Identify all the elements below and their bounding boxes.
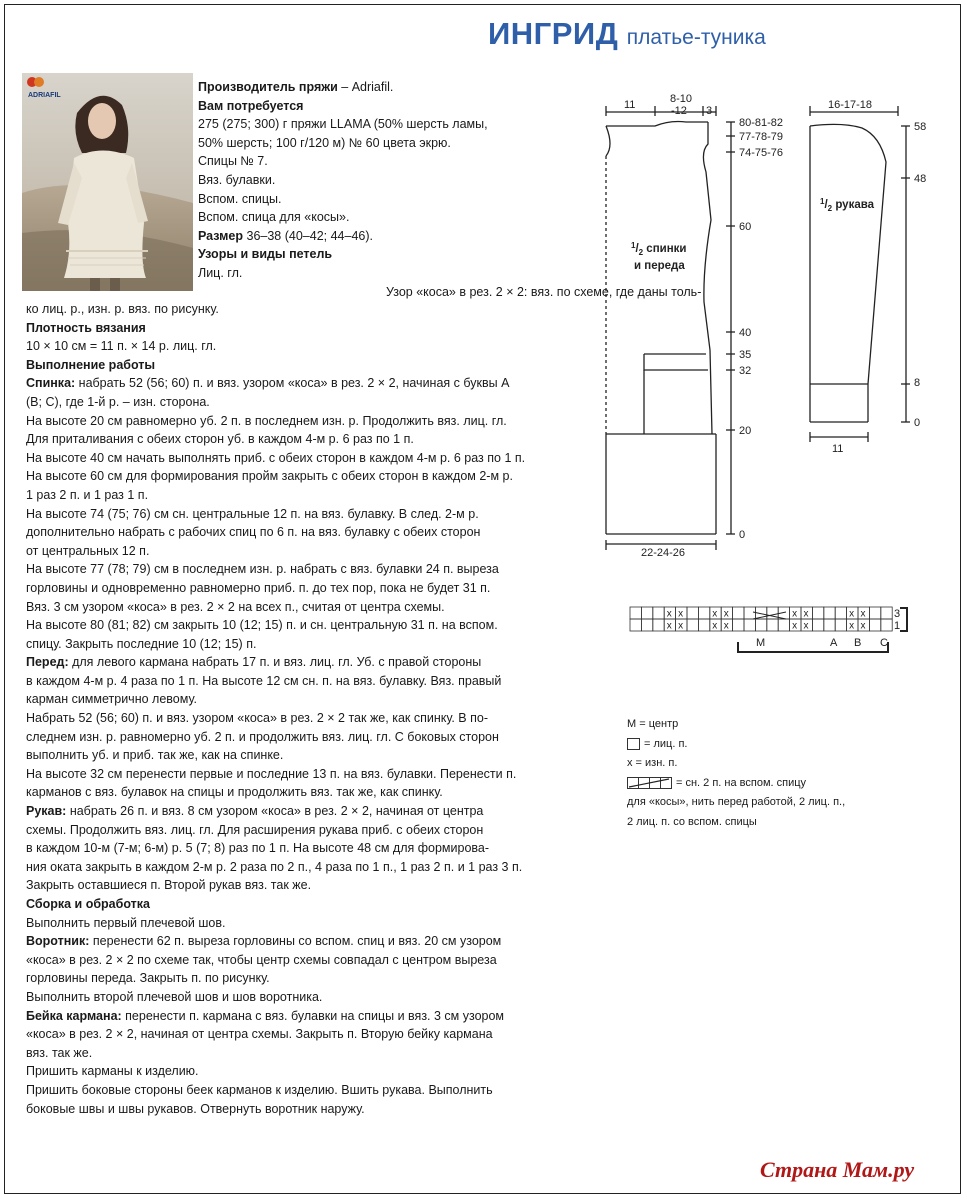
chart-cell <box>869 607 880 619</box>
header-text: Вспом. спица для «косы». <box>198 210 350 225</box>
body-width-3: 3 <box>706 105 713 117</box>
body-text: дополнительно набрать с рабочих спиц по 6 п. на вяз. булавку с обеих сторон <box>26 525 481 540</box>
body-line <box>26 932 556 951</box>
body-text: На высоте 32 см перенести первые и последние 13 п. на вяз. булавки. Перенести п. <box>26 766 517 781</box>
chart-cell <box>733 619 744 631</box>
header-heading: Производитель пряжи <box>198 80 338 94</box>
body-text: карманов с вяз. булавок на спицы и продолжить вяз. так же, как спинку. <box>26 785 443 800</box>
body-line <box>26 1081 556 1100</box>
sleeve-height-48: 48 <box>914 173 927 185</box>
body-line <box>26 951 556 970</box>
body-schematic <box>598 92 808 562</box>
purl-mark: x <box>678 620 684 632</box>
body-line <box>26 914 556 933</box>
chart-cell <box>812 607 823 619</box>
purl-mark: x <box>803 608 809 620</box>
body-line <box>26 988 556 1007</box>
chart-cell <box>835 619 846 631</box>
chart-cell <box>755 619 766 631</box>
body-heading: Перед: <box>26 655 69 670</box>
marker-c: C <box>880 637 888 649</box>
body-line <box>26 728 556 747</box>
header-text: Вспом. спицы. <box>198 191 282 206</box>
marker-m: M <box>756 637 766 649</box>
height-40: 40 <box>739 327 752 339</box>
header-heading: Вам потребуется <box>198 98 304 113</box>
instructions-text <box>26 300 556 1118</box>
body-text: «коса» в рез. 2 × 2, начиная от центра схемы. Закрыть п. Вторую бейку кармана <box>26 1027 493 1042</box>
chart-cell <box>630 619 641 631</box>
knit-square-icon <box>627 738 640 750</box>
body-text: На высоте 60 см для формирования пройм закрыть с обеих сторон в каждом 2-м р. <box>26 469 513 484</box>
purl-mark: x <box>666 620 672 632</box>
legend-knit-row <box>627 735 845 755</box>
body-line <box>26 374 556 393</box>
body-text: схемы. Продолжить вяз. лиц. гл. Для расширения рукава приб. с обеих сторон <box>26 822 484 837</box>
purl-mark: x <box>712 608 718 620</box>
chart-cell <box>687 619 698 631</box>
chart-cell <box>744 607 755 619</box>
body-line <box>26 356 556 375</box>
purl-mark: x <box>723 608 729 620</box>
height-32: 32 <box>739 365 752 377</box>
body-line <box>26 746 556 765</box>
body-text: «коса» в рез. 2 × 2 по схеме так, чтобы центр схемы совпадал с центром выреза <box>26 952 497 967</box>
body-text: На высоте 80 (81; 82) см закрыть 10 (12; 15) п. и сн. центральную 31 п. на вспом. <box>26 618 498 633</box>
body-line <box>26 449 556 468</box>
body-width-12: -12 <box>671 105 687 117</box>
body-line <box>26 821 556 840</box>
body-line <box>26 319 556 338</box>
body-line <box>26 523 556 542</box>
legend-knit: = лиц. п. <box>644 737 688 750</box>
body-text: для левого кармана набрать 17 п. и вяз. лиц. гл. Уб. с правой стороны <box>68 655 482 670</box>
body-label-half: 1 <box>631 241 636 250</box>
body-heading: Плотность вязания <box>26 320 146 335</box>
sleeve-bottom-width: 11 <box>832 443 844 452</box>
purl-mark: x <box>860 620 866 632</box>
body-text: 1 раз 2 п. и 1 раз 1 п. <box>26 487 149 502</box>
purl-mark: x <box>723 620 729 632</box>
chart-cell <box>641 619 652 631</box>
body-text: Закрыть оставшиеся п. Второй рукав вяз. так же. <box>26 878 312 893</box>
cable-chart <box>622 600 922 662</box>
body-line <box>26 895 556 914</box>
chart-cell <box>733 607 744 619</box>
watermark: Страна Мам.ру <box>760 1157 915 1182</box>
chart-row-3: 3 <box>894 608 901 620</box>
purl-mark: x <box>849 620 855 632</box>
body-text: Для приталивания с обеих сторон уб. в каждом 4-м р. 6 раз по 1 п. <box>26 432 414 447</box>
body-line <box>26 635 556 654</box>
purl-mark: x <box>792 608 798 620</box>
body-text: в каждом 4-м р. 4 раза по 1 п. На высоте 12 см сн. п. на вяз. булавку. Вяз. правый <box>26 673 502 688</box>
body-line <box>26 969 556 988</box>
sleeve-top-width: 16-17-18 <box>828 99 873 111</box>
height-60: 60 <box>739 221 752 233</box>
svg-text:1/2 рукава: $^1/_2$ рукава <box>820 197 875 213</box>
body-label-line2: и переда <box>634 260 685 272</box>
sleeve-height-0: 0 <box>914 417 921 429</box>
sleeve-height-58: 58 <box>914 121 927 133</box>
body-text: перенести п. кармана с вяз. булавки на спицы и вяз. 3 см узором <box>121 1008 505 1023</box>
body-line <box>26 412 556 431</box>
cable-symbol-icon <box>627 777 673 789</box>
body-line <box>26 598 556 617</box>
chart-cell <box>653 619 664 631</box>
body-line <box>26 1044 556 1063</box>
chart-cell <box>881 619 892 631</box>
header-heading: Размер <box>198 228 244 243</box>
purl-mark: x <box>803 620 809 632</box>
body-text: (B; C), где 1-й р. – изн. сторона. <box>26 394 210 409</box>
body-line <box>26 542 556 561</box>
marker-a: A <box>830 637 838 649</box>
chart-row-1: 1 <box>894 620 901 632</box>
body-text: Набрать 52 (56; 60) п. и вяз. узором «коса» в рез. 2 × 2 так же, как спинку. В по- <box>26 711 488 726</box>
body-line <box>26 783 556 802</box>
sleeve-label-half: 1 <box>820 197 825 206</box>
height-77: 77-78-79 <box>739 131 784 143</box>
svg-text:1/2 спинки: $^1/_2$ спинки <box>631 241 687 257</box>
body-bottom-width: 22-24-26 <box>641 547 686 559</box>
body-line <box>26 858 556 877</box>
body-text: набрать 26 п. и вяз. 8 см узором «коса» в рез. 2 × 2, начиная от центра <box>66 804 484 819</box>
body-text: горловины переда. Закрыть п. по рисунку. <box>26 971 270 986</box>
chart-cell <box>824 619 835 631</box>
body-text: ко лиц. р., изн. р. вяз. по рисунку. <box>26 302 219 316</box>
legend-purl: x = изн. п. <box>627 757 678 769</box>
body-text: Выполнить первый плечевой шов. <box>26 915 226 930</box>
legend-cable-3: 2 лиц. п. со вспом. спицы <box>627 815 757 828</box>
body-line <box>26 486 556 505</box>
body-line <box>26 393 556 412</box>
body-line <box>26 672 556 691</box>
chart-cell <box>812 619 823 631</box>
body-line <box>26 579 556 598</box>
body-heading: Выполнение работы <box>26 357 156 372</box>
body-text: На высоте 74 (75; 76) см сн. центральные 12 п. на вяз. булавку. В след. 2-м р. <box>26 506 479 521</box>
body-heading: Бейка кармана: <box>26 1008 122 1023</box>
chart-cell <box>835 607 846 619</box>
body-text: набрать 52 (56; 60) п. и вяз. узором «коса» в рез. 2 × 2, начиная с буквы A <box>75 376 510 391</box>
body-text: На высоте 40 см начать выполнять приб. с обеих сторон в каждом 4-м р. 6 раз по 1 п. <box>26 450 526 465</box>
sleeve-schematic <box>802 92 952 452</box>
chart-cell <box>778 619 789 631</box>
body-line <box>26 300 556 319</box>
body-line <box>26 467 556 486</box>
body-text: На высоте 77 (78; 79) см в последнем изн. р. набрать с вяз. булавки 24 п. выреза <box>26 562 499 577</box>
header-heading: Узоры и виды петель <box>198 247 333 262</box>
body-line <box>26 505 556 524</box>
legend-center: M = центр <box>627 718 679 730</box>
legend-cable-row <box>627 774 845 794</box>
chart-cell <box>698 619 709 631</box>
body-line <box>26 839 556 858</box>
body-line <box>26 709 556 728</box>
body-line <box>26 1007 556 1026</box>
chart-cell <box>824 607 835 619</box>
body-text: Выполнить второй плечевой шов и шов воротника. <box>26 989 323 1004</box>
page-title <box>488 16 766 52</box>
purl-mark: x <box>678 608 684 620</box>
body-text: спицу. Закрыть последние 10 (12; 15) п. <box>26 636 257 651</box>
body-width-11: 11 <box>624 99 636 111</box>
body-text: вяз. так же. <box>26 1045 93 1060</box>
height-74: 74-75-76 <box>739 147 784 159</box>
body-line <box>26 690 556 709</box>
chart-legend <box>627 715 845 832</box>
marker-b: B <box>854 637 862 649</box>
body-heading: Воротник: <box>26 934 90 949</box>
chart-cell <box>744 619 755 631</box>
body-heading: Сборка и обработка <box>26 897 151 911</box>
body-line <box>26 337 556 356</box>
body-text: в каждом 10-м (7-м; 6-м) р. 5 (7; 8) раз по 1 п. На высоте 48 см для формирова- <box>26 841 490 856</box>
body-text: На высоте 20 см равномерно уб. 2 п. в последнем изн. р. Продолжить вяз. лиц. гл. <box>26 413 507 428</box>
height-35: 35 <box>739 349 752 361</box>
body-line <box>26 876 556 895</box>
body-text: 10 × 10 см = 11 п. × 14 р. лиц. гл. <box>26 339 217 354</box>
legend-cable-1: = сн. 2 п. на вспом. спицу <box>676 776 807 789</box>
body-heading: Спинка: <box>26 376 76 391</box>
body-text: карман симметрично левому. <box>26 692 197 707</box>
header-text: Узор «коса» в рез. 2 × 2: вяз. по схеме, где даны толь- <box>386 284 702 299</box>
legend-cable-2: для «косы», нить перед работой, 2 лиц. п., <box>627 796 846 808</box>
body-heading: Рукав: <box>26 804 67 819</box>
body-line <box>26 430 556 449</box>
body-text: Вяз. 3 см узором «коса» в рез. 2 × 2 на всех п., считая от центра схемы. <box>26 599 445 614</box>
chart-cell <box>641 607 652 619</box>
body-line <box>26 1062 556 1081</box>
body-width-8-10: 8-10 <box>670 93 693 105</box>
chart-cell <box>767 619 778 631</box>
model-photo <box>22 73 193 291</box>
body-line <box>26 653 556 672</box>
body-line <box>26 560 556 579</box>
purl-mark: x <box>666 608 672 620</box>
chart-cell <box>630 607 641 619</box>
height-80: 80-81-82 <box>739 117 784 129</box>
body-text: выполнить уб. и приб. так же, как на спинке. <box>26 748 284 763</box>
body-text: ния оката закрыть в каждом 2-м р. 2 раза по 2 п., 4 раза по 1 п., 1 раз 2 п. и 1 раз 3 п. <box>26 859 523 874</box>
chart-cell <box>869 619 880 631</box>
purl-mark: x <box>849 608 855 620</box>
brand-label: ADRIAFIL <box>28 92 61 99</box>
height-20: 20 <box>739 425 752 437</box>
title-sub: платье-туника <box>626 26 766 49</box>
sleeve-height-8: 8 <box>914 377 921 389</box>
body-line <box>26 616 556 635</box>
body-text: Пришить боковые стороны беек карманов к изделию. Вшить рукава. Выполнить <box>26 1082 493 1097</box>
header-text: Спицы № 7. <box>198 154 268 169</box>
chart-cell <box>687 607 698 619</box>
purl-mark: x <box>792 620 798 632</box>
body-text: от центральных 12 п. <box>26 543 150 558</box>
sleeve-label-text: рукава <box>835 199 875 211</box>
title-main: ИНГРИД <box>488 16 619 51</box>
header-text: 275 (275; 300) г пряжи LLAMA (50% шерсть ламы, <box>198 117 488 132</box>
chart-cell <box>881 607 892 619</box>
purl-mark: x <box>712 620 718 632</box>
body-text: следнем изн. р. равномерно уб. 2 п. и продолжить вяз. лиц. гл. С боковых сторон <box>26 729 499 744</box>
body-line <box>26 1100 556 1119</box>
body-text: горловины и одновременно равномерно приб. п. до тех пор, пока не будет 31 п. <box>26 580 491 595</box>
body-line <box>26 1025 556 1044</box>
header-text: Лиц. гл. <box>198 265 243 280</box>
header-text: 36–38 (40–42; 44–46). <box>243 228 373 243</box>
purl-mark: x <box>860 608 866 620</box>
body-line <box>26 765 556 784</box>
body-text: перенести 62 п. выреза горловины со вспом. спиц и вяз. 20 см узором <box>89 934 502 949</box>
height-0: 0 <box>739 529 746 541</box>
header-text: – Adriafil. <box>337 80 394 94</box>
header-text: Вяз. булавки. <box>198 172 276 187</box>
header-text: 50% шерсть; 100 г/120 м) № 60 цвета экрю. <box>198 135 451 150</box>
body-text: боковые швы и швы рукавов. Отвернуть воротник наружу. <box>26 1101 365 1116</box>
chart-cell <box>653 607 664 619</box>
body-line <box>26 802 556 821</box>
chart-cell <box>698 607 709 619</box>
body-text: Пришить карманы к изделию. <box>26 1064 199 1079</box>
